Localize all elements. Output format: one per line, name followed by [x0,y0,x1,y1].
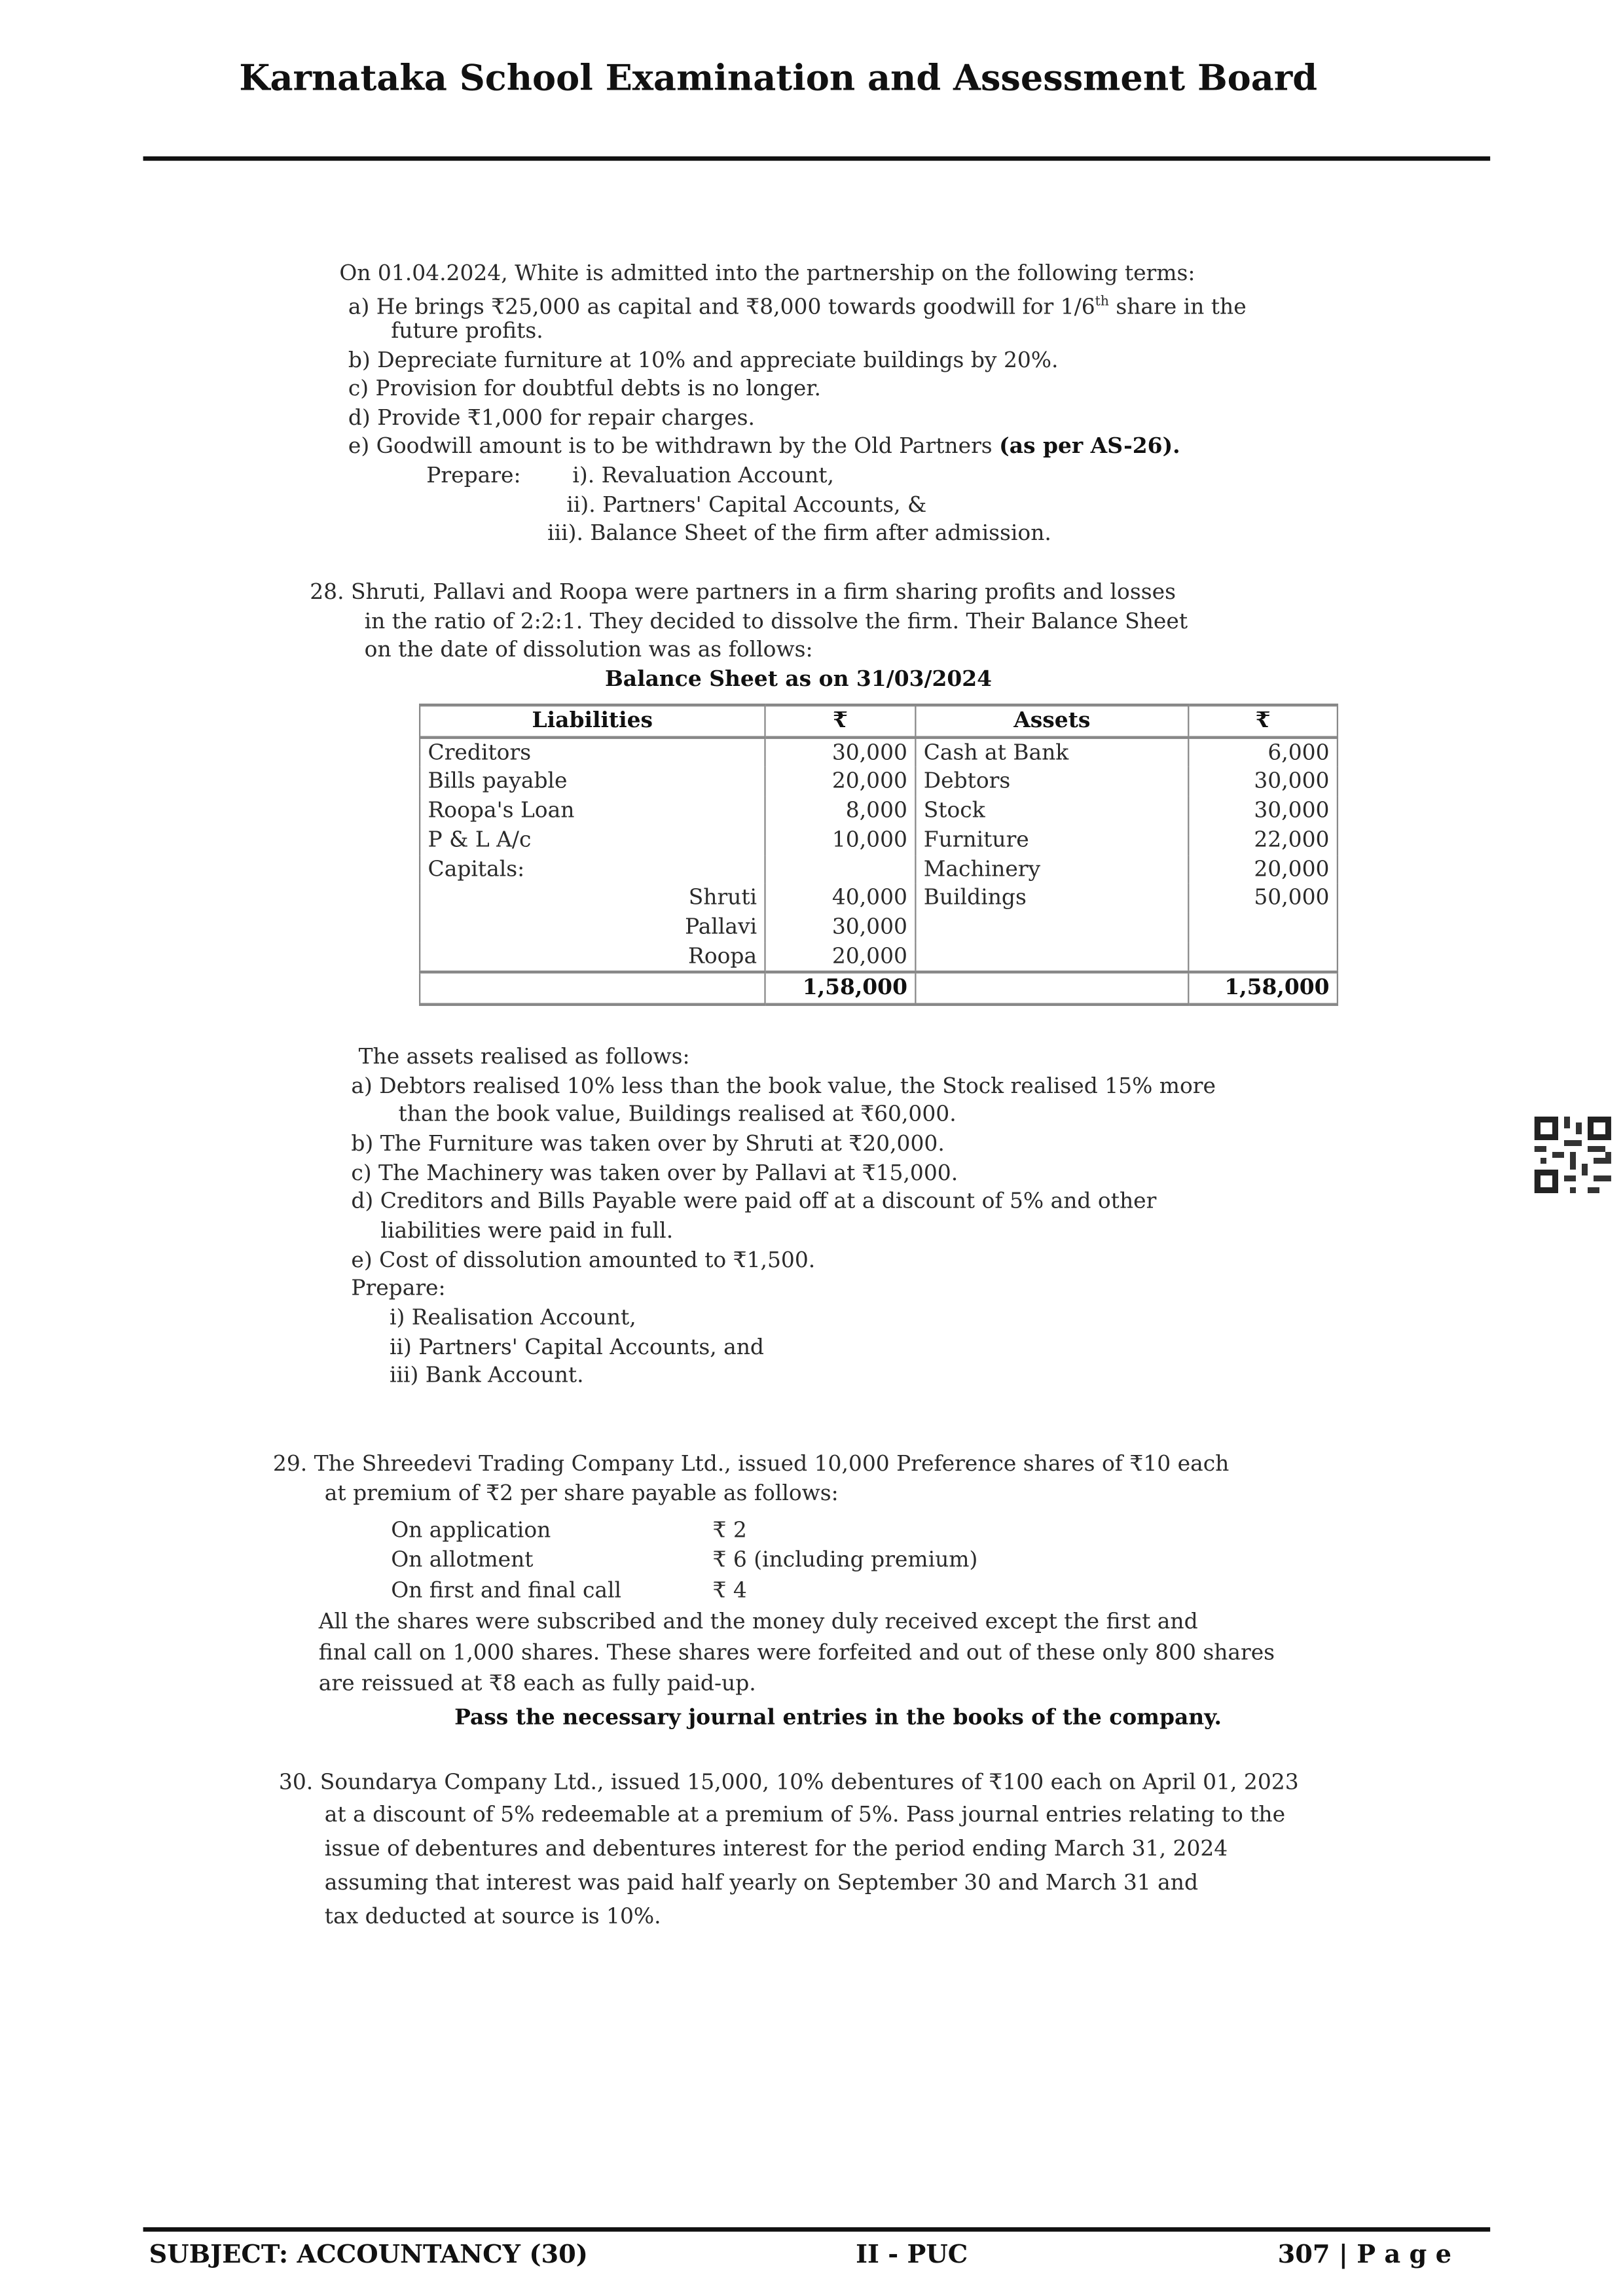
footer-class: II - PUC [856,2240,968,2270]
header-assets: Assets [915,705,1188,737]
table-header-row [420,705,1338,737]
asset-amount: 30,000 [1188,797,1338,825]
q28-realised-c: c) The Machinery was taken over by Pallavi at ₹15,000. [351,1160,958,1186]
header-divider [143,156,1491,161]
q30-line-2: at a discount of 5% redeemable at a premium of 5%. Pass journal entries relating to the [324,1802,1286,1828]
q29-line-4: final call on 1,000 shares. These shares were forfeited and out of these only 800 shares [318,1640,1275,1666]
header-amount: ₹ [1188,705,1338,737]
liability-name: Pallavi [420,913,765,942]
asset-amount: 22,000 [1188,826,1338,855]
superscript: th [1095,295,1109,310]
board-title: Karnataka School Examination and Assessment Board [239,56,1318,99]
q28-line-1: 28. Shruti, Pallavi and Roopa were partners in a firm sharing profits and losses [310,579,1176,605]
q29-line-2: at premium of ₹2 per share payable as follows: [324,1480,839,1506]
liability-name: Shruti [420,884,765,912]
q28-realised-e: e) Cost of dissolution amounted to ₹1,500. [351,1247,816,1273]
total-assets: 1,58,000 [1188,973,1338,1005]
table-row [420,797,1338,825]
liability-name: Roopa's Loan [420,797,765,825]
total-cell [420,973,765,1005]
q28-realised-intro: The assets realised as follows: [358,1044,690,1069]
q30-line-5: tax deducted at source is 10%. [324,1904,661,1929]
q28-line-2: in the ratio of 2:2:1. They decided to dissolve the firm. Their Balance Sheet [364,609,1188,635]
q27-prepare-1: i). Revaluation Account, [572,463,834,488]
q28-prepare-label: Prepare: [351,1276,446,1301]
call-label: On first and final call [391,1578,622,1604]
asset-name: Furniture [915,826,1188,855]
q28-realised-b: b) The Furniture was taken over by Shruti at ₹20,000. [351,1131,945,1157]
q30-line-4: assuming that interest was paid half yearly on September 30 and March 31 and [324,1870,1199,1895]
q28-realised-d: d) Creditors and Bills Payable were paid off at a discount of 5% and other [351,1189,1157,1214]
footer-subject: SUBJECT: ACCOUNTANCY (30) [149,2240,588,2270]
asset-name: Machinery [915,855,1188,884]
q27-term-b: b) Depreciate furniture at 10% and appreciate buildings by 20%. [348,348,1059,374]
asset-amount: 20,000 [1188,855,1338,884]
q30-line-3: issue of debentures and debentures interest for the period ending March 31, 2024 [324,1836,1228,1862]
liability-amount: 8,000 [765,797,915,825]
liability-name: Creditors [420,737,765,768]
q27-term-e-bold: (as per AS-26). [999,433,1180,459]
asset-amount: 6,000 [1188,737,1338,768]
q27-prepare-3: iii). Balance Sheet of the firm after admission. [547,520,1051,546]
q27-term-a-text: a) He brings ₹25,000 as capital and ₹8,000 towards goodwill for 1/6 [348,295,1095,320]
q28-prepare-1: i) Realisation Account, [389,1305,636,1331]
q28-prepare-3: iii) Bank Account. [389,1363,584,1388]
call-amount: ₹ 6 (including premium) [712,1547,978,1573]
header-liabilities: Liabilities [420,705,765,737]
q29-line-1: 29. The Shreedevi Trading Company Ltd., issued 10,000 Preference shares of ₹10 each [272,1451,1230,1477]
table-row [420,826,1338,855]
liability-amount: 40,000 [765,884,915,912]
liability-name: P & L A/c [420,826,765,855]
footer-page-number: 307 | P a g e [1277,2240,1452,2270]
table-row [420,768,1338,797]
liability-name: Bills payable [420,768,765,797]
q27-term-a-cont: future profits. [391,318,543,344]
liability-name: Roopa [420,942,765,973]
q28-prepare-2: ii) Partners' Capital Accounts, and [389,1335,764,1360]
q28-realised-d-cont: liabilities were paid in full. [380,1218,674,1244]
q30-line-1: 30. Soundarya Company Ltd., issued 15,000, 10% debentures of ₹100 each on April 01, 2023 [278,1770,1299,1795]
table-row [420,855,1338,884]
liability-amount [765,855,915,884]
q27-term-e [348,432,1180,461]
liability-amount: 20,000 [765,942,915,973]
call-amount: ₹ 2 [712,1517,747,1543]
q27-prepare-2: ii). Partners' Capital Accounts, & [566,492,927,518]
q28-realised-a: a) Debtors realised 10% less than the book value, the Stock realised 15% more [351,1073,1216,1099]
asset-name: Buildings [915,884,1188,912]
table-row [420,884,1338,912]
q27-term-c: c) Provision for doubtful debts is no longer. [348,376,821,401]
q28-line-3: on the date of dissolution was as follows: [364,637,813,662]
balance-sheet-table [419,704,1338,1006]
asset-amount: 30,000 [1188,768,1338,797]
call-label: On application [391,1517,551,1543]
asset-amount [1188,942,1338,973]
asset-name [915,942,1188,973]
call-amount: ₹ 4 [712,1578,747,1604]
total-liabilities: 1,58,000 [765,973,915,1005]
asset-amount [1188,913,1338,942]
liability-amount: 20,000 [765,768,915,797]
asset-amount: 50,000 [1188,884,1338,912]
table-row [420,913,1338,942]
call-label: On allotment [391,1547,534,1573]
liability-amount: 30,000 [765,913,915,942]
balance-sheet-title: Balance Sheet as on 31/03/2024 [604,666,993,692]
asset-name: Debtors [915,768,1188,797]
table-row [420,737,1338,768]
table-total-row [420,973,1338,1005]
q27-term-d: d) Provide ₹1,000 for repair charges. [348,405,755,431]
header-amount: ₹ [765,705,915,737]
footer-divider [143,2227,1491,2232]
q27-prepare-label: Prepare: [426,463,521,488]
liability-name: Capitals: [420,855,765,884]
total-cell [915,973,1188,1005]
qr-code-icon [1535,1117,1611,1193]
q29-line-5: are reissued at ₹8 each as fully paid-up. [318,1671,756,1696]
q29-line-3: All the shares were subscribed and the money duly received except the first and [318,1609,1198,1634]
asset-name [915,913,1188,942]
table-row [420,942,1338,973]
q28-realised-a-cont: than the book value, Buildings realised at ₹60,000. [398,1102,957,1127]
q27-intro: On 01.04.2024, White is admitted into the partnership on the following terms: [339,260,1195,287]
asset-name: Stock [915,797,1188,825]
liability-amount: 10,000 [765,826,915,855]
asset-name: Cash at Bank [915,737,1188,768]
q27-term-a-text-2: share in the [1108,295,1247,320]
q29-instruction: Pass the necessary journal entries in the books of the company. [454,1705,1222,1731]
q27-term-e-text: e) Goodwill amount is to be withdrawn by the Old Partners [348,433,1000,459]
liability-amount: 30,000 [765,737,915,768]
